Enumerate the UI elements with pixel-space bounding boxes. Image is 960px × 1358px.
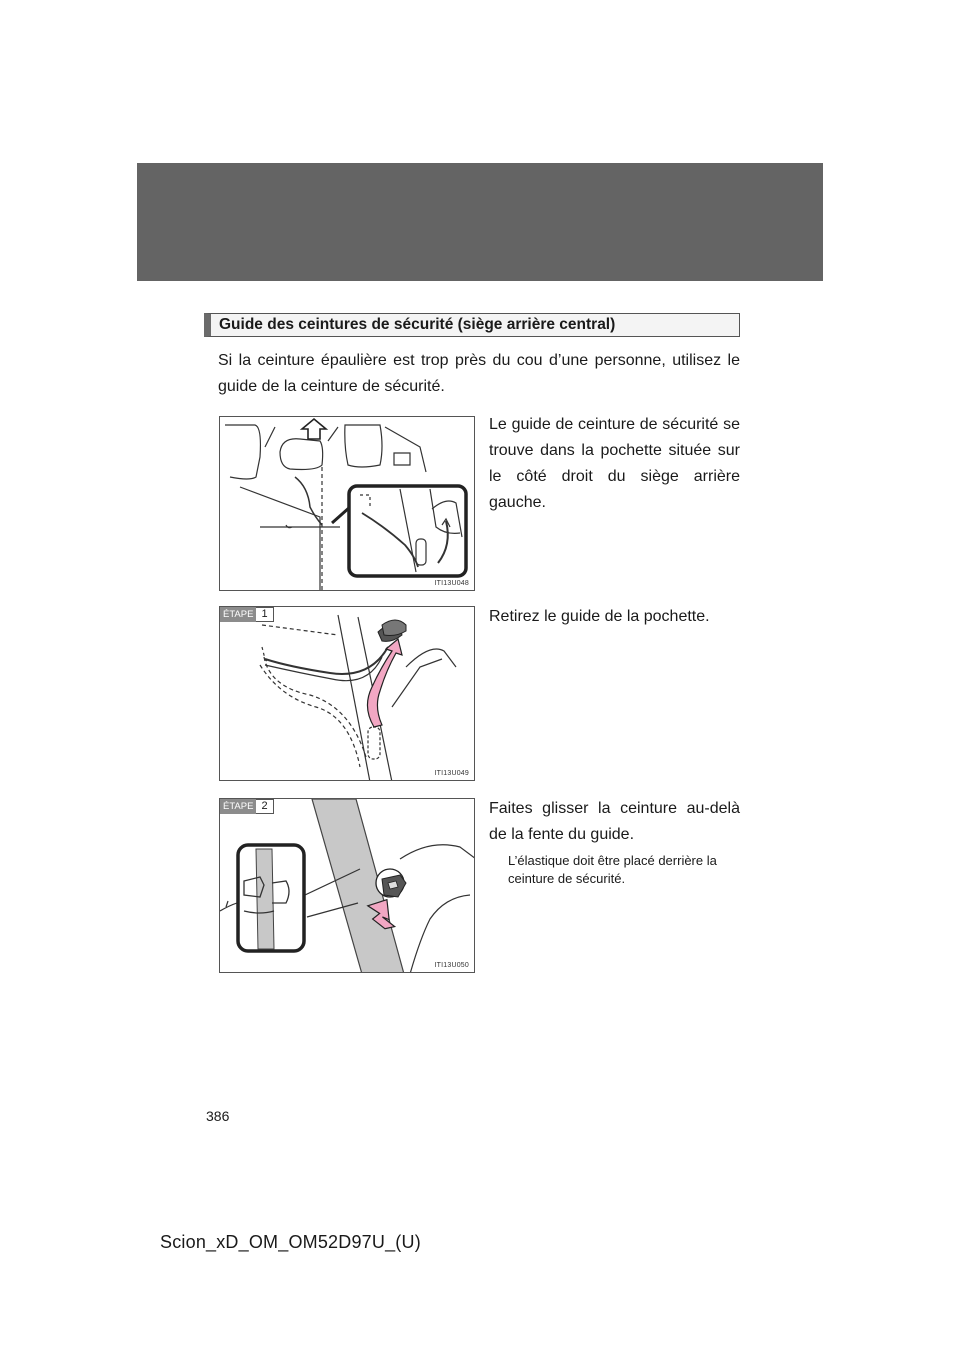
header-band	[137, 163, 823, 281]
figure-step-2	[219, 798, 475, 973]
step-label: ÉTAPE	[220, 799, 256, 814]
page-number: 386	[206, 1108, 230, 1124]
figure-belt-guide-location	[219, 416, 475, 591]
intro-paragraph: Si la ceinture épaulière est trop près du cou d’une personne, utilisez le guide de la ceinture de sécurité.	[218, 352, 740, 395]
rear-seat-illustration	[220, 417, 475, 591]
step-number: 2	[256, 799, 273, 814]
figure-code: ITI13U050	[434, 962, 469, 969]
step-number: 1	[256, 607, 273, 622]
step-label: ÉTAPE	[220, 607, 256, 622]
section-title: Guide des ceintures de sécurité (siège arrière central)	[204, 313, 740, 337]
figure-3-note: L’élastique doit être placé derrière la ceinture de sécurité.	[508, 853, 717, 886]
up-arrow-icon	[302, 419, 326, 439]
figure-step-1	[219, 606, 475, 781]
figure-code: ITI13U048	[434, 580, 469, 587]
figure-1-text: Le guide de ceinture de sécurité se trouve dans la pochette située sur le côté droit du siège arrière gauche.	[489, 416, 740, 511]
footer-document-code: Scion_xD_OM_OM52D97U_(U)	[160, 1232, 421, 1252]
figure-code: ITI13U049	[434, 770, 469, 777]
belt-insertion-illustration	[220, 799, 475, 973]
figure-2-text: Retirez le guide de la pochette.	[489, 608, 710, 625]
figure-3-text: Faites glisser la ceinture au-delà de la fente du guide.	[489, 800, 740, 843]
guide-removal-illustration	[220, 607, 475, 781]
